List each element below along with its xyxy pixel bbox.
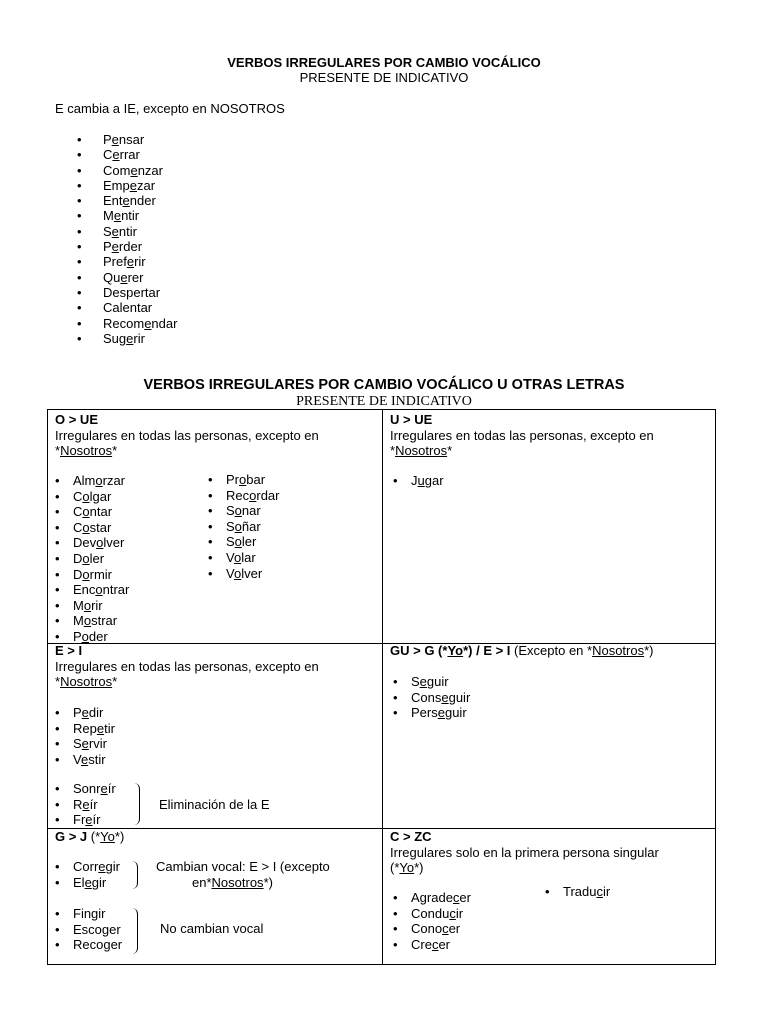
verb-list-oue-col2 [208,472,279,581]
verb-item: • Sonreír [55,781,116,797]
verb-item: • Perder [77,239,177,254]
verb-item: • Empezar [77,178,177,193]
cell-oue-desc2: *Nosotros* [55,443,118,458]
verb-list-oue-col1 [55,473,129,645]
section-title: VERBOS IRREGULARES POR CAMBIO VOCÁLICO U OTRAS LETRAS [143,377,625,393]
brace-icon [133,783,140,825]
cell-ei-desc: Irregulares en todas las personas, excepto en [55,659,319,674]
verb-item: • Agradecer [393,890,471,906]
cell-czc-heading: C > ZC [390,829,432,844]
verb-item: • Seguir [393,674,470,690]
cell-gj-note3: No cambian vocal [160,921,264,936]
brace-icon [131,861,138,889]
verb-item: • Traducir [545,884,610,900]
verb-item: • Volar [208,550,279,566]
verb-item: • Corregir [55,859,120,875]
cell-uue-desc2: *Nosotros* [390,443,453,458]
verb-item: • Servir [55,736,115,752]
verb-item: • Calentar [77,300,177,315]
verb-item: • Recomendar [77,316,177,331]
verb-item: • Poder [55,629,129,645]
cell-gj-note1: Cambian vocal: E > I (excepto [156,859,330,874]
verb-item: • Repetir [55,721,115,737]
verb-list-czc [393,890,471,952]
verb-item: • Costar [55,520,129,536]
verb-item: • Preferir [77,254,177,269]
verb-item: • Doler [55,551,129,567]
cell-gug-heading: GU > G (*Yo*) / E > I (Excepto en *Nosotros*) [390,643,654,658]
verb-item: • Sugerir [77,331,177,346]
verb-item: • Morir [55,598,129,614]
verb-item: • Sentir [77,224,177,239]
verb-item: • Soñar [208,519,279,535]
verb-item: • Crecer [393,937,471,953]
verb-item: • Soler [208,534,279,550]
section-subtitle: PRESENTE DE INDICATIVO [296,394,472,409]
table-divider-vertical [382,409,383,965]
verb-item: • Recordar [208,488,279,504]
verb-item: • Pensar [77,132,177,147]
verb-item: • Escoger [55,922,122,938]
verb-item: • Recoger [55,937,122,953]
verb-item: • Perseguir [393,705,470,721]
cell-uue-heading: U > UE [390,412,433,427]
verb-list-gj-2 [55,906,122,953]
verb-item: • Jugar [393,473,444,489]
verb-item: • Encontrar [55,582,129,598]
verb-item: • Comenzar [77,163,177,178]
verb-list-e-ie [77,132,177,346]
verb-list-uue [393,473,444,489]
verb-item: • Volver [208,566,279,582]
verb-item: • Reír [55,797,116,813]
verb-item: • Conocer [393,921,471,937]
verb-list-czc-right [545,884,610,900]
verb-item: • Conseguir [393,690,470,706]
verb-item: • Devolver [55,535,129,551]
verb-item: • Fingir [55,906,122,922]
cell-uue-desc: Irregulares en todas las personas, excepto en [390,428,654,443]
verb-item: • Probar [208,472,279,488]
brace-icon [131,908,138,954]
verb-item: • Sonar [208,503,279,519]
verb-item: • Pedir [55,705,115,721]
verb-item: • Elegir [55,875,120,891]
rule-text: E cambia a IE, excepto en NOSOTROS [55,101,285,116]
cell-oue-desc: Irregulares en todas las personas, excepto en [55,428,319,443]
verb-item: • Mentir [77,208,177,223]
cell-gj-heading: G > J (*Yo*) [55,829,125,844]
verb-list-ei-2 [55,781,116,828]
verb-item: • Dormir [55,567,129,583]
verb-list-ei [55,705,115,767]
verb-item: • Vestir [55,752,115,768]
verb-item: • Colgar [55,489,129,505]
cell-ei-note: Eliminación de la E [159,797,270,812]
verb-item: • Contar [55,504,129,520]
verb-item: • Almorzar [55,473,129,489]
verb-item: • Freír [55,812,116,828]
cell-czc-desc: Irregulares solo en la primera persona singular [390,845,659,860]
cell-oue-heading: O > UE [55,412,98,427]
verb-item: • Despertar [77,285,177,300]
verb-item: • Cerrar [77,147,177,162]
cell-gj-note2: en*Nosotros*) [192,875,273,890]
verb-item: • Conducir [393,906,471,922]
page-subtitle: PRESENTE DE INDICATIVO [299,70,469,85]
cell-ei-desc2: *Nosotros* [55,674,118,689]
verb-list-gug [393,674,470,721]
page-title: VERBOS IRREGULARES POR CAMBIO VOCÁLICO [227,55,541,70]
cell-czc-desc2: (*Yo*) [390,860,424,875]
verb-item: • Querer [77,270,177,285]
table-divider-row2 [47,828,716,829]
verb-item: • Entender [77,193,177,208]
cell-ei-heading: E > I [55,643,83,658]
verb-item: • Mostrar [55,613,129,629]
verb-list-gj [55,859,120,890]
